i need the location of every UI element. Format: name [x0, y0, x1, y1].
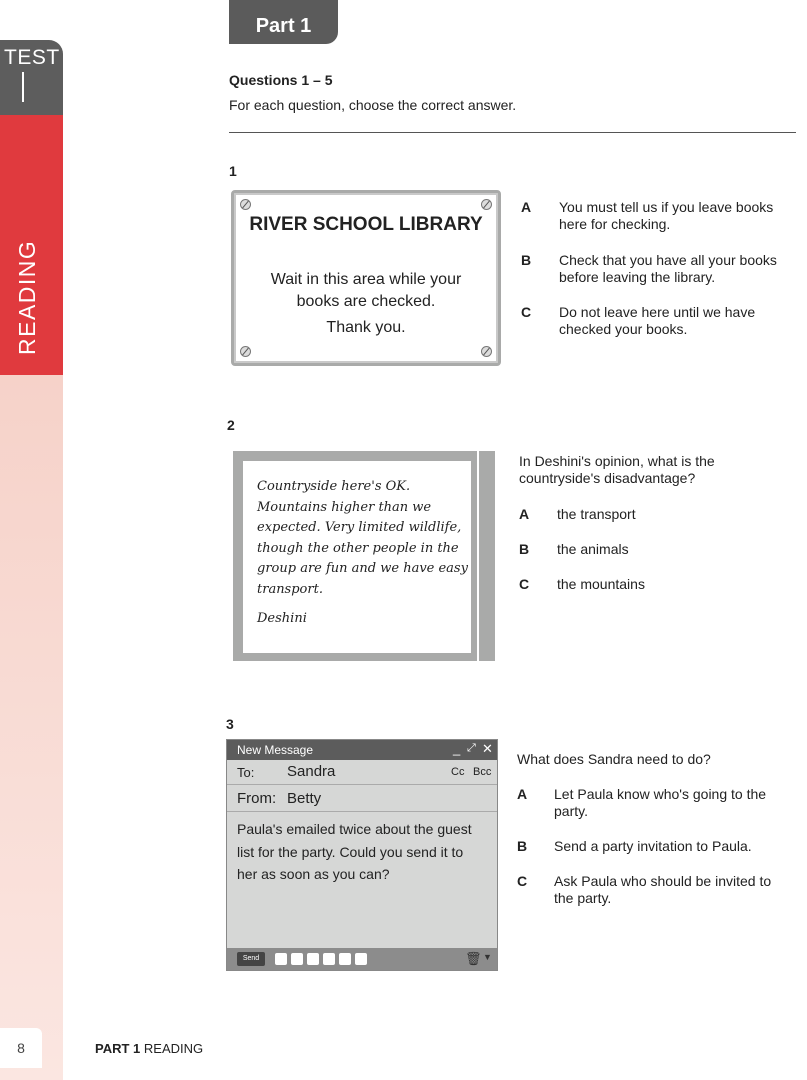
test-label: TEST [4, 46, 60, 69]
email-titlebar [227, 740, 497, 760]
questions-instruction: For each question, choose the correct answer. [229, 97, 517, 113]
footer-section: READING [143, 1041, 204, 1056]
sidebar-strip [0, 375, 63, 1080]
postcard-note [233, 451, 495, 661]
question-number: 3 [226, 716, 234, 732]
option-text: Send a party invitation to Paula. [554, 838, 752, 854]
option-letter: A [517, 786, 528, 802]
email-window [226, 739, 498, 971]
sign-body: Wait in this area while your books are checked. [270, 271, 462, 310]
note-paper [243, 461, 471, 653]
question-number: 2 [227, 417, 235, 433]
option-letter: B [519, 541, 530, 557]
photo-icon[interactable] [355, 953, 367, 965]
attach-icon[interactable] [291, 953, 303, 965]
option-letter: A [521, 199, 532, 215]
option-letter: C [519, 576, 530, 592]
window-title: New Message [237, 743, 314, 757]
question-text: In Deshini's opinion, what is the countryside's disadvantage? [519, 453, 715, 486]
option-text: Ask Paula who should be invited to the party. [554, 873, 772, 906]
footer [95, 1041, 203, 1056]
email-body: Paula's emailed twice about the guest list for the party. Could you send it to her as soon as you can? [237, 821, 472, 882]
screw-icon [240, 346, 251, 357]
option-text: the animals [557, 541, 629, 557]
footer-part: PART 1 [95, 1041, 141, 1056]
from-field [227, 785, 497, 812]
card-edge [477, 451, 479, 661]
email-toolbar [227, 948, 497, 970]
option-letter: C [521, 304, 532, 320]
emoji-icon[interactable] [323, 953, 335, 965]
sign-thanks: Thank you. [326, 319, 406, 336]
section-label: READING [14, 239, 40, 355]
note-signature: Deshini [257, 611, 307, 626]
trash-icon[interactable]: 🗑 [465, 951, 482, 966]
option-letter: B [517, 838, 528, 854]
option-text: Do not leave here until we have checked your books. [559, 304, 756, 337]
question-text: What does Sandra need to do? [517, 751, 711, 767]
from-value: Betty [287, 790, 322, 807]
option-text: the mountains [557, 576, 645, 592]
sign-title: RIVER SCHOOL LIBRARY [249, 214, 483, 235]
to-value: Sandra [287, 763, 336, 780]
question-number: 1 [229, 163, 237, 179]
expand-icon[interactable]: ⤢ [467, 742, 476, 754]
page-number: 8 [0, 1028, 42, 1068]
test-number [22, 72, 24, 102]
questions-heading: Questions 1 – 5 [229, 72, 333, 88]
from-label: From: [237, 790, 277, 807]
screw-icon [240, 199, 251, 210]
format-icon[interactable] [275, 953, 287, 965]
link-icon[interactable] [307, 953, 319, 965]
section-band [0, 115, 63, 375]
to-field [227, 760, 497, 785]
option-text: You must tell us if you leave books here for checking. [559, 199, 774, 232]
option-letter: C [517, 873, 528, 889]
option-text: the transport [557, 506, 636, 522]
to-label: To: [237, 765, 255, 780]
library-sign [231, 190, 501, 366]
screw-icon [481, 199, 492, 210]
drive-icon[interactable] [339, 953, 351, 965]
option-text: Let Paula know who's going to the party. [554, 786, 767, 819]
part-tab: Part 1 [229, 0, 338, 44]
option-letter: B [521, 252, 532, 268]
send-button[interactable]: Send [237, 952, 265, 966]
close-icon[interactable]: ✕ [482, 741, 493, 756]
minimize-icon[interactable]: _ [453, 741, 461, 756]
chevron-down-icon[interactable]: ▼ [483, 952, 492, 962]
screw-icon [481, 346, 492, 357]
option-letter: A [519, 506, 530, 522]
bcc-label[interactable]: Bcc [473, 766, 492, 778]
cc-label[interactable]: Cc [451, 766, 465, 778]
divider [229, 132, 796, 133]
note-text: Countryside here's OK. Mountains higher than we expected. Very limited wildlife, though the other people in the group are fun and we have easy transport. [257, 479, 468, 597]
test-badge [0, 40, 63, 115]
option-text: Check that you have all your books before leaving the library. [559, 252, 777, 285]
